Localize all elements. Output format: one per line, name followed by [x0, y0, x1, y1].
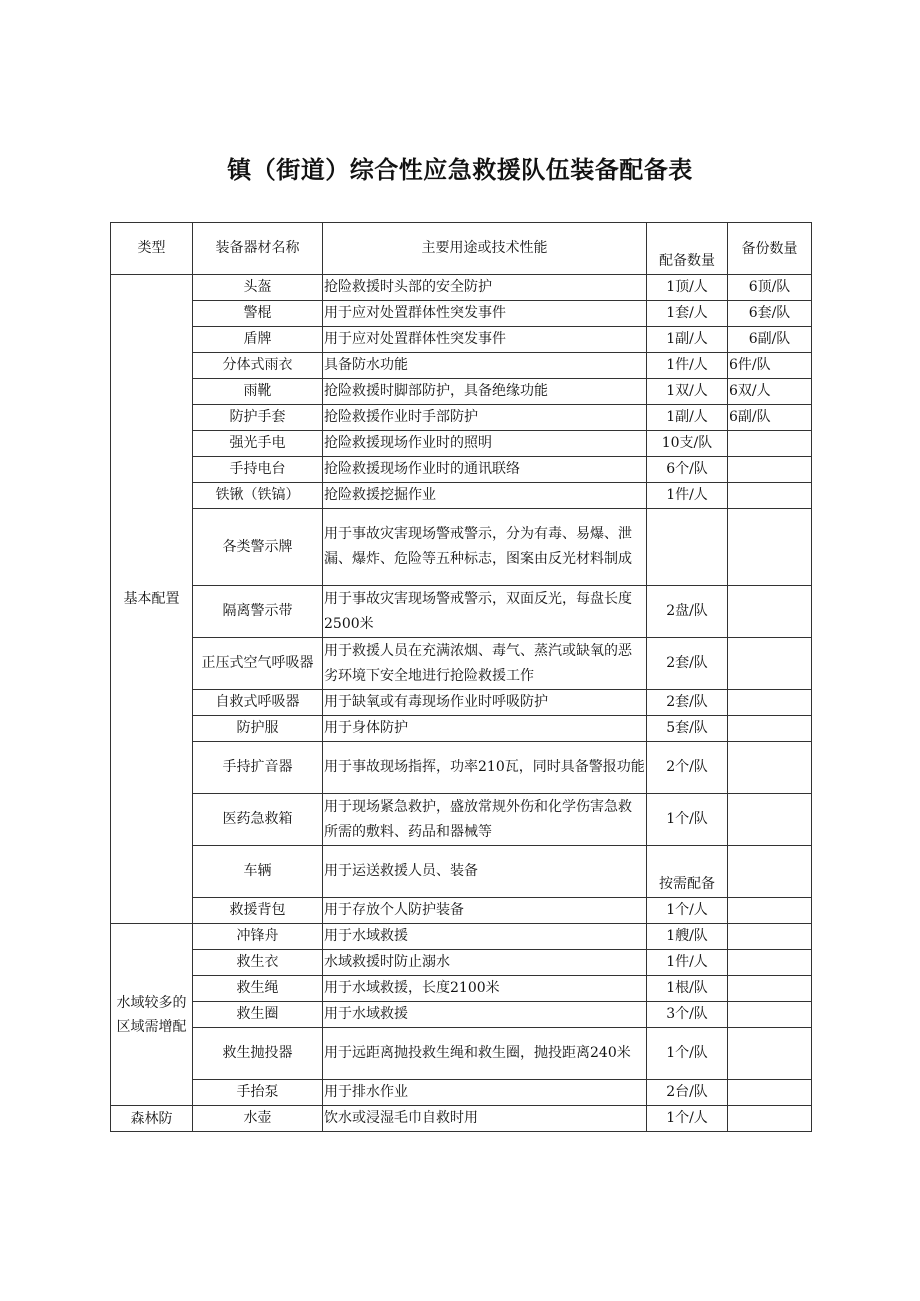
- equipment-backup: [728, 457, 812, 483]
- equipment-usage: 用于远距离抛投救生绳和救生圈，抛投距离240米: [323, 1028, 647, 1080]
- equipment-name: 救援背包: [193, 898, 323, 924]
- equipment-quantity: 1个/队: [647, 1028, 728, 1080]
- table-row: [111, 379, 812, 405]
- equipment-backup: [728, 1106, 812, 1132]
- equipment-quantity: 5套/队: [647, 716, 728, 742]
- table-row: [111, 846, 812, 898]
- equipment-usage: 用于水域救援: [323, 1002, 647, 1028]
- equipment-name: 正压式空气呼吸器: [193, 638, 323, 690]
- equipment-quantity: 3个/队: [647, 1002, 728, 1028]
- equipment-name: 救生抛投器: [193, 1028, 323, 1080]
- equipment-backup: [728, 483, 812, 509]
- equipment-quantity: 2套/队: [647, 638, 728, 690]
- table-header-row: [111, 223, 812, 275]
- table-row: [111, 1080, 812, 1106]
- table-row: [111, 794, 812, 846]
- table-row: [111, 950, 812, 976]
- table-row: [111, 638, 812, 690]
- equipment-backup: [728, 924, 812, 950]
- equipment-usage: 饮水或浸湿毛巾自救时用: [323, 1106, 647, 1132]
- equipment-usage: 用于救援人员在充满浓烟、毒气、蒸汽或缺氧的恶劣环境下安全地进行抢险救援工作: [323, 638, 647, 690]
- equipment-name: 盾牌: [193, 327, 323, 353]
- equipment-backup: 6副/队: [728, 327, 812, 353]
- equipment-quantity: 1个/人: [647, 1106, 728, 1132]
- equipment-backup: [728, 1002, 812, 1028]
- header-usage: 主要用途或技术性能: [323, 223, 647, 275]
- equipment-backup: [728, 1028, 812, 1080]
- equipment-backup: [728, 898, 812, 924]
- equipment-quantity: 1件/人: [647, 950, 728, 976]
- page-title: 镇（街道）综合性应急救援队伍装备配备表: [227, 156, 693, 184]
- equipment-usage: 抢险救援现场作业时的照明: [323, 431, 647, 457]
- equipment-usage: 用于事故灾害现场警戒警示，分为有毒、易爆、泄漏、爆炸、危险等五种标志，图案由反光材料制成: [323, 509, 647, 586]
- equipment-backup: 6套/队: [728, 301, 812, 327]
- equipment-quantity: 10支/队: [647, 431, 728, 457]
- equipment-backup: [728, 794, 812, 846]
- equipment-usage: 抢险救援作业时手部防护: [323, 405, 647, 431]
- equipment-name: 防护服: [193, 716, 323, 742]
- equipment-name: 救生圈: [193, 1002, 323, 1028]
- table-row: [111, 586, 812, 638]
- header-backup: 备份数量: [728, 223, 812, 275]
- equipment-usage: 用于排水作业: [323, 1080, 647, 1106]
- equipment-name: 强光手电: [193, 431, 323, 457]
- equipment-name: 手持电台: [193, 457, 323, 483]
- equipment-usage: 用于事故灾害现场警戒警示，双面反光，每盘长度2500米: [323, 586, 647, 638]
- table-row: [111, 1028, 812, 1080]
- equipment-usage: 用于缺氧或有毒现场作业时呼吸防护: [323, 690, 647, 716]
- equipment-name: 手抬泵: [193, 1080, 323, 1106]
- table-row: [111, 431, 812, 457]
- equipment-backup: [728, 586, 812, 638]
- equipment-usage: 用于应对处置群体性突发事件: [323, 301, 647, 327]
- equipment-name: 救生绳: [193, 976, 323, 1002]
- equipment-backup: 6件/队: [728, 353, 812, 379]
- table-row: [111, 716, 812, 742]
- equipment-name: 铁锹（铁镐）: [193, 483, 323, 509]
- equipment-name: 雨靴: [193, 379, 323, 405]
- equipment-quantity: 1顶/人: [647, 275, 728, 301]
- category-forest: 森林防: [111, 1106, 193, 1132]
- equipment-usage: 用于事故现场指挥，功率210瓦，同时具备警报功能: [323, 742, 647, 794]
- header-name: 装备器材名称: [193, 223, 323, 275]
- equipment-quantity: [647, 509, 728, 586]
- equipment-backup: [728, 742, 812, 794]
- equipment-backup: [728, 976, 812, 1002]
- equipment-quantity: 1件/人: [647, 483, 728, 509]
- equipment-quantity: 2套/队: [647, 690, 728, 716]
- equipment-name: 隔离警示带: [193, 586, 323, 638]
- equipment-backup: [728, 846, 812, 898]
- equipment-backup: 6副/队: [728, 405, 812, 431]
- equipment-usage: 用于存放个人防护装备: [323, 898, 647, 924]
- equipment-table: [110, 222, 812, 1132]
- equipment-name: 防护手套: [193, 405, 323, 431]
- equipment-quantity: 1副/人: [647, 327, 728, 353]
- equipment-backup: [728, 638, 812, 690]
- equipment-quantity: 1件/人: [647, 353, 728, 379]
- equipment-usage: 具备防水功能: [323, 353, 647, 379]
- category-water: 水域较多的区域需增配: [111, 924, 193, 1106]
- equipment-quantity: 6个/队: [647, 457, 728, 483]
- equipment-name: 警棍: [193, 301, 323, 327]
- equipment-backup: 6顶/队: [728, 275, 812, 301]
- equipment-quantity: 1艘/队: [647, 924, 728, 950]
- table-row: [111, 405, 812, 431]
- equipment-name: 分体式雨衣: [193, 353, 323, 379]
- equipment-backup: [728, 509, 812, 586]
- equipment-usage: 抢险救援挖掘作业: [323, 483, 647, 509]
- equipment-backup: [728, 690, 812, 716]
- table-row: [111, 327, 812, 353]
- equipment-name: 自救式呼吸器: [193, 690, 323, 716]
- equipment-quantity: 1根/队: [647, 976, 728, 1002]
- equipment-name: 医药急救箱: [193, 794, 323, 846]
- equipment-usage: 用于应对处置群体性突发事件: [323, 327, 647, 353]
- equipment-quantity: 1个/队: [647, 794, 728, 846]
- equipment-backup: 6双/人: [728, 379, 812, 405]
- equipment-usage: 抢险救援时头部的安全防护: [323, 275, 647, 301]
- equipment-backup: [728, 431, 812, 457]
- equipment-backup: [728, 1080, 812, 1106]
- equipment-quantity: 2盘/队: [647, 586, 728, 638]
- table-row: [111, 898, 812, 924]
- equipment-quantity: 1套/人: [647, 301, 728, 327]
- equipment-usage: 用于运送救援人员、装备: [323, 846, 647, 898]
- equipment-usage: 抢险救援时脚部防护，具备绝缘功能: [323, 379, 647, 405]
- equipment-name: 手持扩音器: [193, 742, 323, 794]
- equipment-quantity: 按需配备: [647, 846, 728, 898]
- equipment-usage: 抢险救援现场作业时的通讯联络: [323, 457, 647, 483]
- table-row: [111, 301, 812, 327]
- equipment-quantity: 1个/人: [647, 898, 728, 924]
- equipment-backup: [728, 716, 812, 742]
- equipment-name: 头盔: [193, 275, 323, 301]
- category-basic: 基本配置: [111, 275, 193, 924]
- equipment-quantity: 2个/队: [647, 742, 728, 794]
- equipment-name: 车辆: [193, 846, 323, 898]
- table-row: [111, 353, 812, 379]
- table-row: [111, 483, 812, 509]
- equipment-quantity: 1副/人: [647, 405, 728, 431]
- equipment-name: 救生衣: [193, 950, 323, 976]
- header-qty: 配备数量: [647, 223, 728, 275]
- table-row: [111, 509, 812, 586]
- table-row: [111, 924, 812, 950]
- equipment-quantity: 2台/队: [647, 1080, 728, 1106]
- equipment-name: 各类警示牌: [193, 509, 323, 586]
- table-row: [111, 1002, 812, 1028]
- table-row: [111, 742, 812, 794]
- table-row: [111, 457, 812, 483]
- equipment-usage: 水域救援时防止溺水: [323, 950, 647, 976]
- equipment-usage: 用于水域救援: [323, 924, 647, 950]
- table-row: [111, 976, 812, 1002]
- table-row: [111, 690, 812, 716]
- header-type: 类型: [111, 223, 193, 275]
- equipment-usage: 用于水域救援，长度2100米: [323, 976, 647, 1002]
- table-row: [111, 275, 812, 301]
- table-row: [111, 1106, 812, 1132]
- equipment-backup: [728, 950, 812, 976]
- equipment-quantity: 1双/人: [647, 379, 728, 405]
- equipment-name: 水壶: [193, 1106, 323, 1132]
- equipment-usage: 用于身体防护: [323, 716, 647, 742]
- equipment-usage: 用于现场紧急救护，盛放常规外伤和化学伤害急救所需的敷料、药品和器械等: [323, 794, 647, 846]
- equipment-name: 冲锋舟: [193, 924, 323, 950]
